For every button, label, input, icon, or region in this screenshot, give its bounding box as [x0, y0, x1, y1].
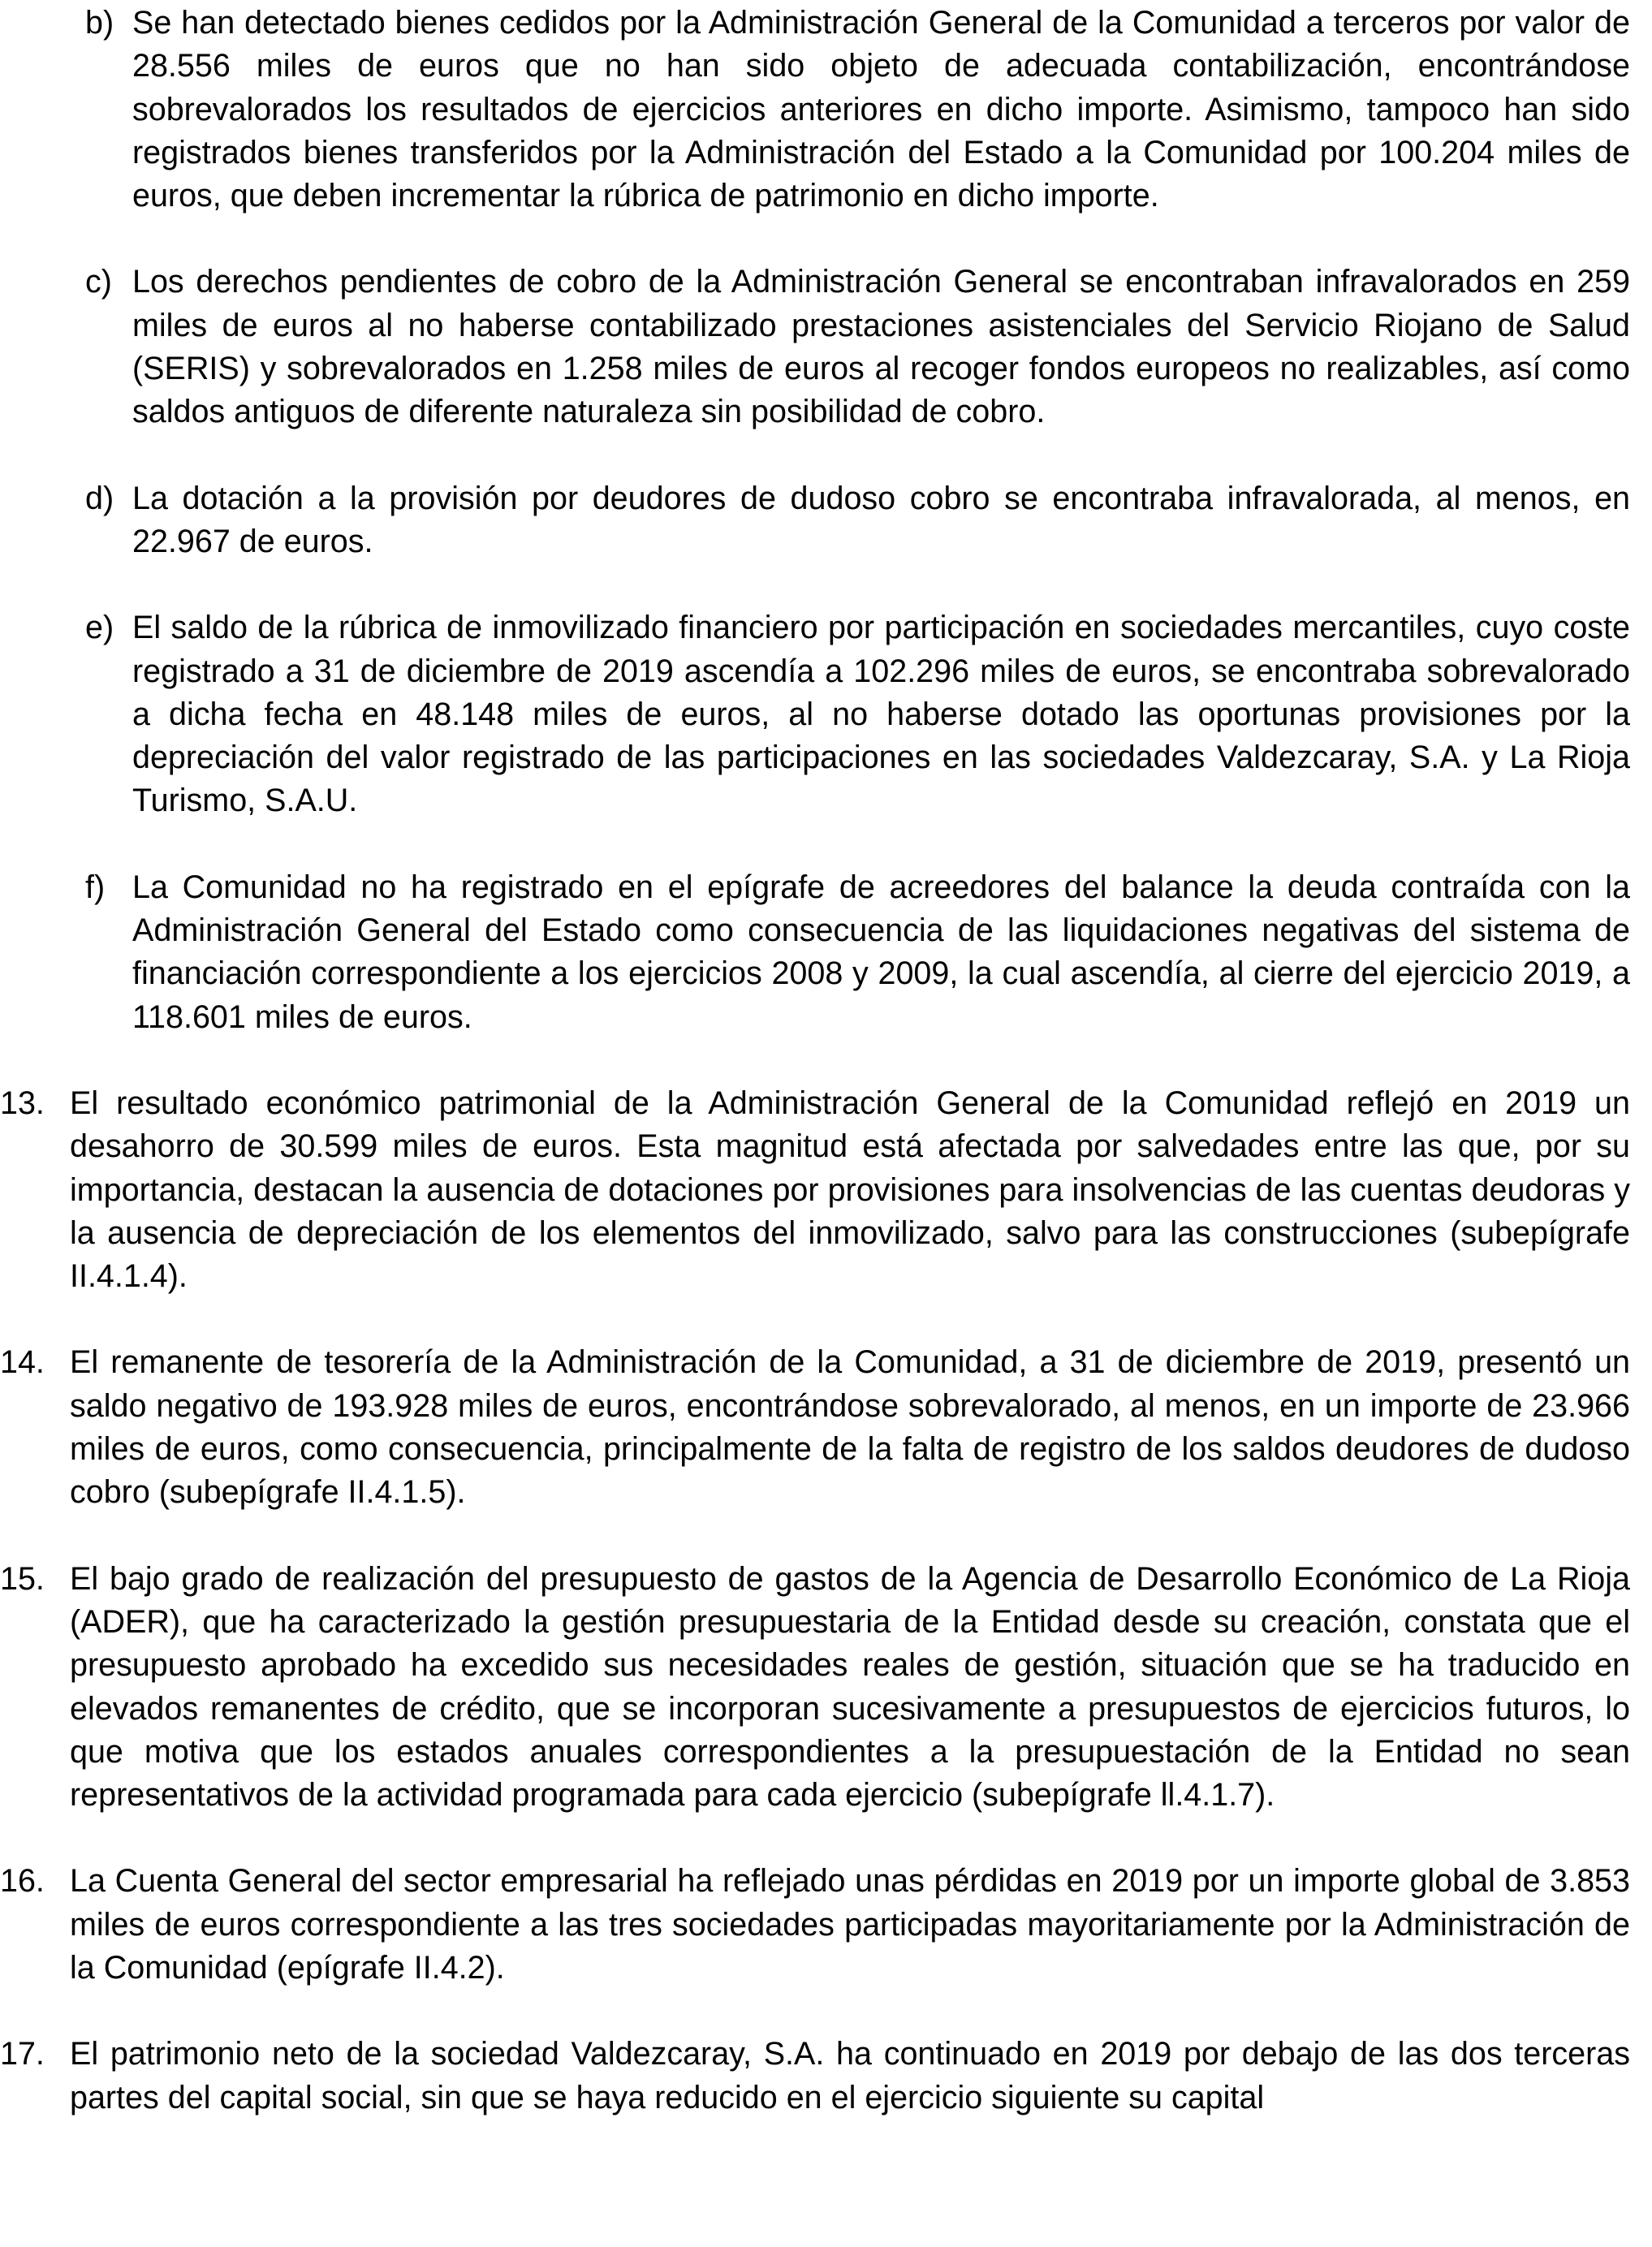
- list-item-b: [85, 2, 1630, 218]
- numbered-item-17: [0, 2033, 1630, 2120]
- list-item-text: El saldo de la rúbrica de inmovilizado financiero por participación en sociedades mercantiles, cuyo coste registrado a 31 de diciembre de 2019 ascendía a 102.296 miles de euros, se encontraba sobrevalorado a dicha fecha en 48.148 miles de euros, al no haberse dotado las oportunas provisiones por la depreciación del valor registrado de las participaciones en las sociedades Valdezcaray, S.A. y La Rioja Turismo, S.A.U.: [132, 610, 1630, 819]
- list-item-label: c): [85, 264, 112, 300]
- numbered-item-text: El remanente de tesorería de la Administración de la Comunidad, a 31 de diciembre de 2019, presentó un saldo negativo de 193.928 miles de euros, encontrándose sobrevalorado, al menos, en un importe de 23.966 miles de euros, como consecuencia, principalmente de la falta de registro de los saldos deudores de dudoso cobro (subepígrafe II.4.1.5).: [70, 1344, 1630, 1511]
- list-item-text: La Comunidad no ha registrado en el epígrafe de acreedores del balance la deuda contraída con la Administración General del Estado como consecuencia de las liquidaciones negativas del sistema de financiación correspondiente a los ejercicios 2008 y 2009, la cual ascendía, al cierre del ejercicio 2019, a 118.601 miles de euros.: [132, 869, 1630, 1035]
- numbered-item-label: 13.: [0, 1085, 45, 1121]
- list-item-label: e): [85, 610, 114, 646]
- numbered-item-15: [0, 1558, 1630, 1818]
- numbered-item-14: [0, 1341, 1630, 1514]
- list-item-d: [85, 477, 1630, 564]
- numbered-item-13: [0, 1082, 1630, 1298]
- list-item-label: f): [85, 869, 106, 905]
- numbered-item-label: 15.: [0, 1560, 45, 1597]
- numbered-item-16: [0, 1860, 1630, 1990]
- list-item-text: Los derechos pendientes de cobro de la Administración General se encontraban infravalorados en 259 miles de euros al no haberse contabilizado prestaciones asistenciales del Servicio Riojano de Salud (SERIS) y sobrevalorados en 1.258 miles de euros al recoger fondos europeos no realizables, así como saldos antiguos de diferente naturaleza sin posibilidad de cobro.: [132, 264, 1630, 430]
- numbered-item-label: 17.: [0, 2036, 45, 2072]
- numbered-item-label: 14.: [0, 1344, 45, 1381]
- list-item-e: [85, 606, 1630, 822]
- list-item-text: Se han detectado bienes cedidos por la Administración General de la Comunidad a terceros por valor de 28.556 miles de euros que no han sido objeto de adecuada contabilización, encontrándose sobrevalorados los resultados de ejercicios anteriores en dicho importe. Asimismo, tampoco han sido registrados bienes transferidos por la Administración del Estado a la Comunidad por 100.204 miles de euros, que deben incrementar la rúbrica de patrimonio en dicho importe.: [132, 5, 1630, 214]
- numbered-item-text: El patrimonio neto de la sociedad Valdezcaray, S.A. ha continuado en 2019 por debajo de las dos terceras partes del capital social, sin que se haya reducido en el ejercicio siguiente su capital: [70, 2036, 1630, 2115]
- numbered-item-text: El bajo grado de realización del presupuesto de gastos de la Agencia de Desarrollo Económico de La Rioja (ADER), que ha caracterizado la gestión presupuestaria de la Entidad desde su creación, constata que el presupuesto aprobado ha excedido sus necesidades reales de gestión, situación que se ha traducido en elevados remanentes de crédito, que se incorporan sucesivamente a presupuestos de ejercicios futuros, lo que motiva que los estados anuales correspondientes a la presupuestación de la Entidad no sean representativos de la actividad programada para cada ejercicio (subepígrafe ll.4.1.7).: [70, 1560, 1630, 1814]
- list-item-label: b): [85, 5, 114, 41]
- numbered-item-text: La Cuenta General del sector empresarial ha reflejado unas pérdidas en 2019 por un importe global de 3.853 miles de euros correspondiente a las tres sociedades participadas mayoritariamente por la Administración de la Comunidad (epígrafe II.4.2).: [70, 1863, 1630, 1986]
- list-item-f: [85, 866, 1630, 1039]
- numbered-item-label: 16.: [0, 1863, 45, 1900]
- list-item-text: La dotación a la provisión por deudores de dudoso cobro se encontraba infravalorada, al menos, en 22.967 de euros.: [132, 480, 1630, 559]
- list-item-c: [85, 261, 1630, 433]
- numbered-item-text: El resultado económico patrimonial de la Administración General de la Comunidad reflejó en 2019 un desahorro de 30.599 miles de euros. Esta magnitud está afectada por salvedades entre las que, por su importancia, destacan la ausencia de dotaciones por provisiones para insolvencias de las cuentas deudoras y la ausencia de depreciación de los elementos del inmovilizado, salvo para las construcciones (subepígrafe II.4.1.4).: [70, 1085, 1630, 1295]
- list-item-label: d): [85, 480, 114, 516]
